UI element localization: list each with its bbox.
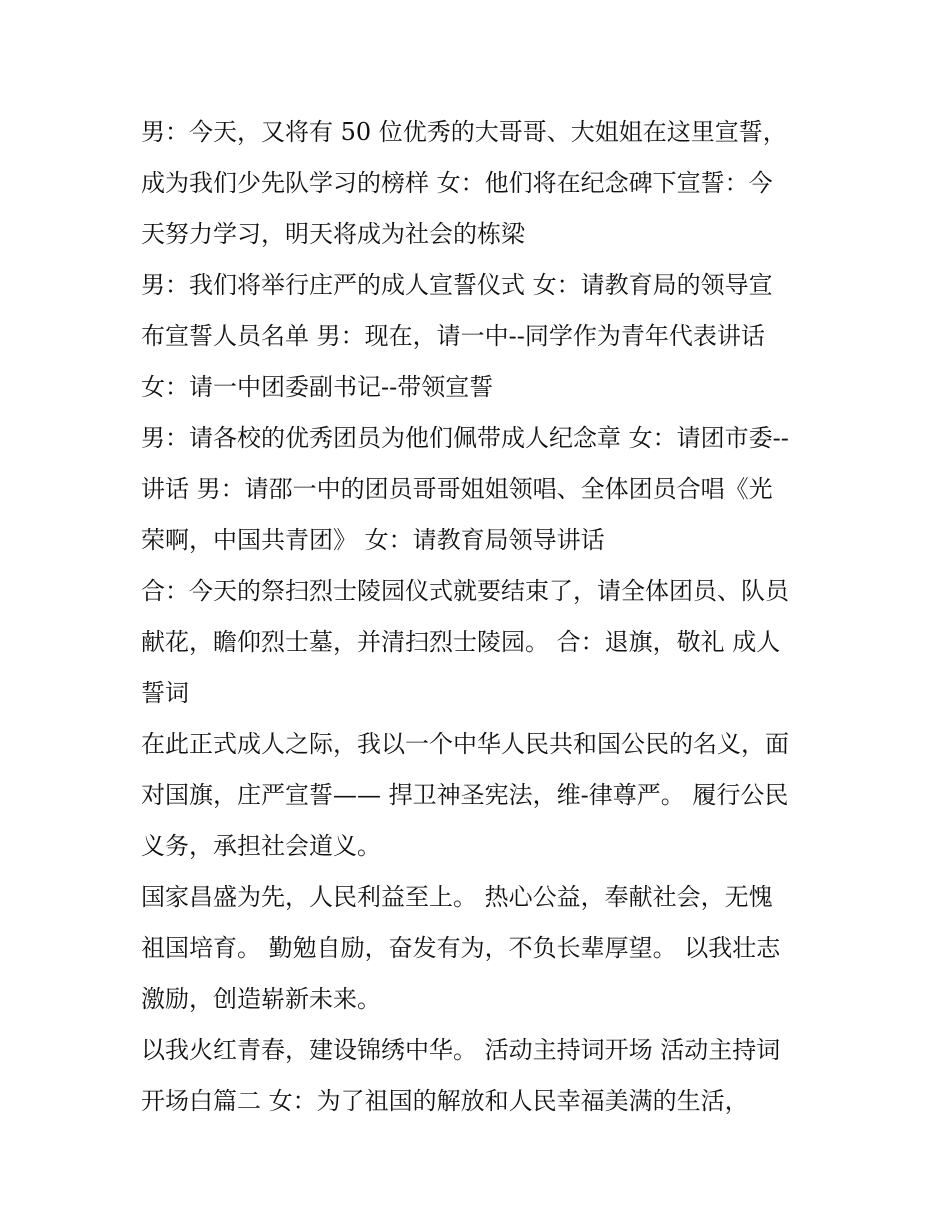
text-line: 布宣誓人员名单 男：现在，请一中--同学作为青年代表讲话: [141, 322, 765, 350]
text-line: 女：请一中团委副书记--带领宣誓: [141, 373, 494, 401]
text-line: 对国旗，庄严宣誓—— 捍卫神圣宪法，维-律尊严。 履行公民: [141, 781, 789, 809]
text-line: 男：今天，又将有 50 位优秀的大哥哥、大姐姐在这里宣誓，: [141, 118, 787, 146]
text-line: 誓词: [141, 679, 189, 707]
text-line: 在此正式成人之际，我以一个中华人民共和国公民的名义，面: [141, 730, 789, 758]
text-line: 国家昌盛为先，人民利益至上。 热心公益，奉献社会，无愧: [141, 883, 773, 911]
text-line: 开场白篇二 女：为了祖国的解放和人民幸福美满的生活，: [141, 1087, 749, 1115]
text-line: 天努力学习，明天将成为社会的栋梁: [141, 220, 525, 248]
text-line: 讲话 男：请邵一中的团员哥哥姐姐领唱、全体团员合唱《光: [141, 475, 773, 503]
text-line: 祖国培育。 勤勉自励，奋发有为，不负长辈厚望。 以我壮志: [141, 934, 781, 962]
text-line: 荣啊，中国共青团》 女：请教育局领导讲话: [141, 526, 605, 554]
text-line: 以我火红青春，建设锦绣中华。 活动主持词开场 活动主持词: [141, 1036, 781, 1064]
text-line: 男：我们将举行庄严的成人宣誓仪式 女：请教育局的领导宣: [141, 271, 773, 299]
text-line: 男：请各校的优秀团员为他们佩带成人纪念章 女：请团市委--: [141, 424, 789, 452]
text-line: 献花，瞻仰烈士墓，并清扫烈士陵园。 合：退旗，敬礼 成人: [141, 628, 781, 656]
document-body: [141, 107, 821, 1127]
text-line: 合：今天的祭扫烈士陵园仪式就要结束了，请全体团员、队员: [141, 577, 789, 605]
text-line: 激励，创造崭新未来。: [141, 985, 381, 1013]
text-line: 成为我们少先队学习的榜样 女：他们将在纪念碑下宣誓：今: [141, 169, 773, 197]
text-line: 义务，承担社会道义。: [141, 832, 381, 860]
